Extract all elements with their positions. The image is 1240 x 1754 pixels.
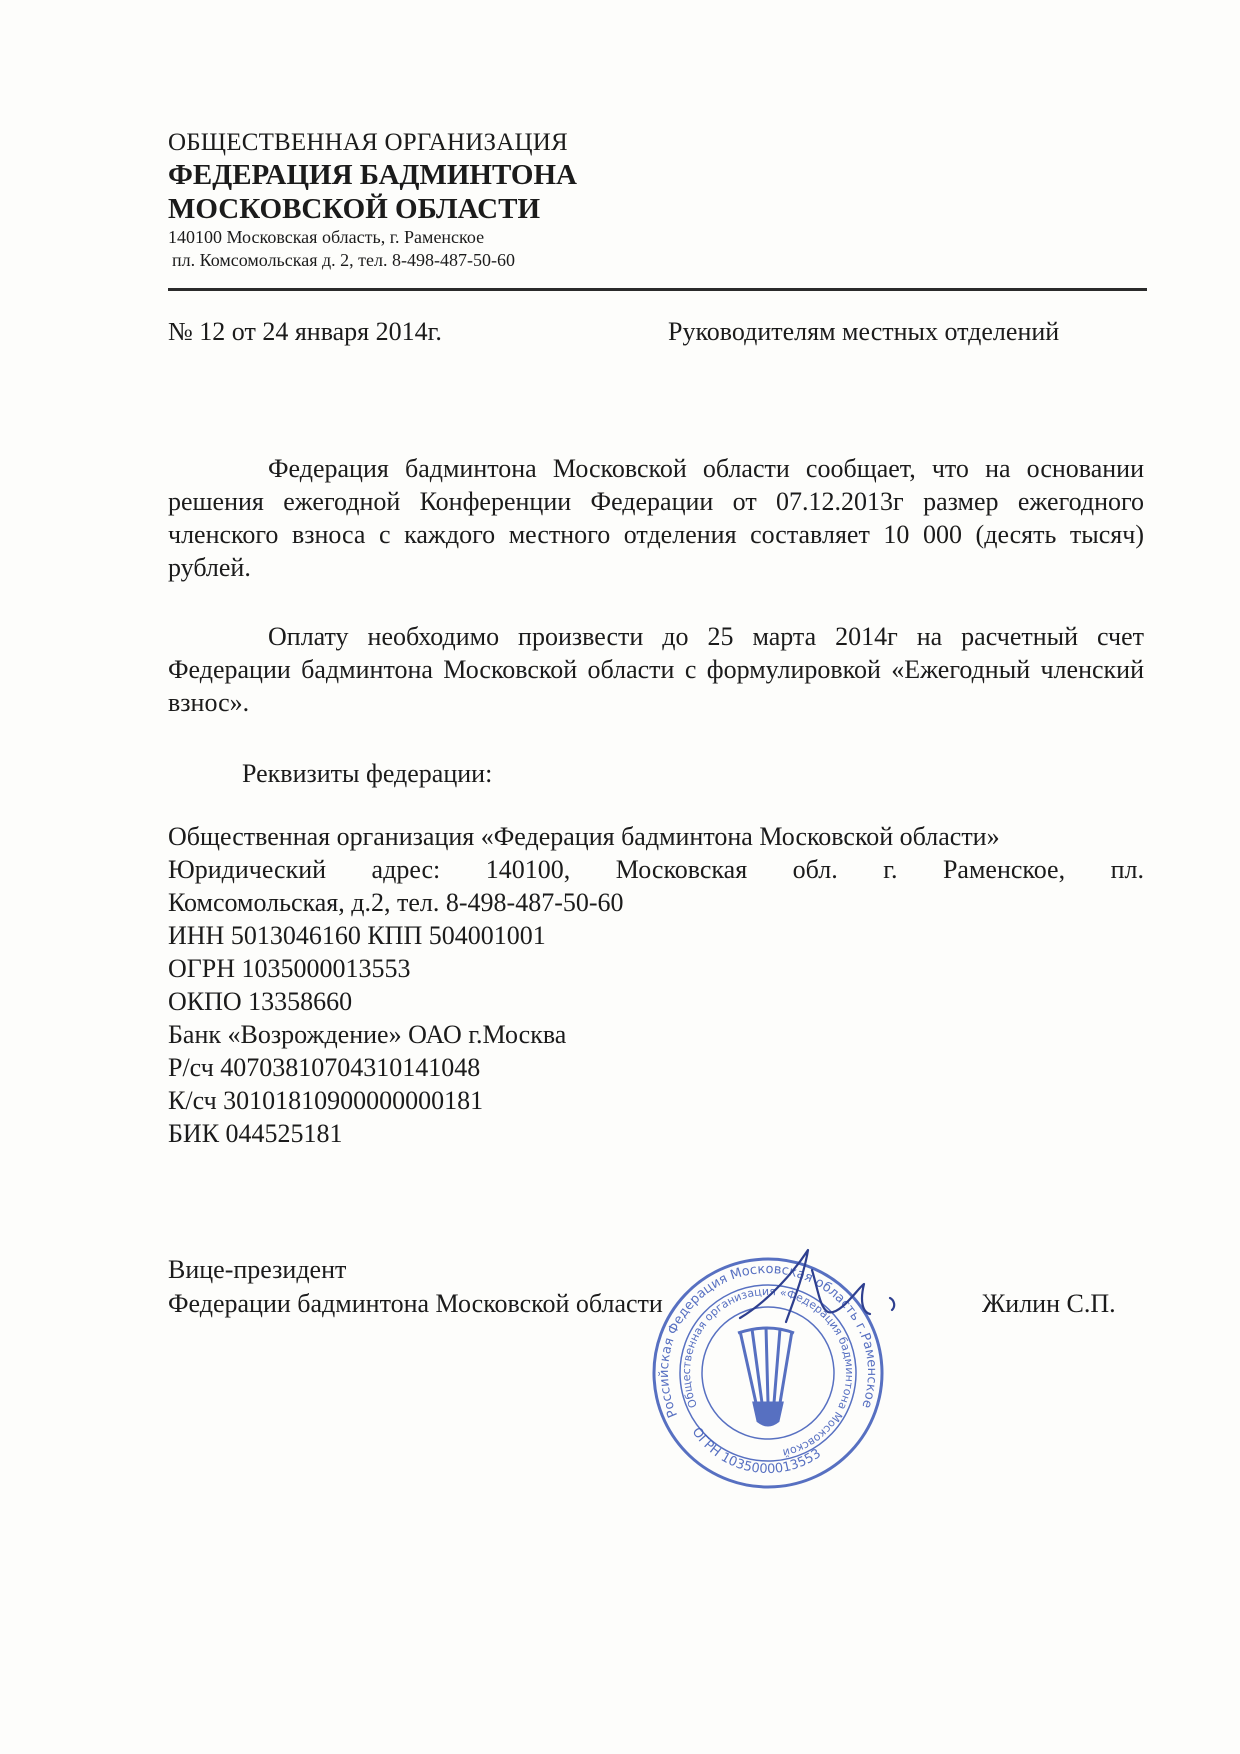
org-name-line1: ФЕДЕРАЦИЯ БАДМИНТОНА	[168, 159, 577, 191]
requisites-block	[168, 820, 1144, 1150]
requisites-bank: Банк «Возрождение» ОАО г.Москва	[168, 1020, 567, 1049]
requisites-org: Общественная организация «Федерация бадминтона Московской области»	[168, 822, 1000, 851]
org-address-line2: пл. Комсомольская д. 2, тел. 8-498-487-50-60	[172, 250, 515, 270]
addressee: Руководителям местных отделений	[668, 317, 1060, 346]
signatory-name: Жилин С.П.	[982, 1289, 1116, 1318]
stamp-inner-text: Общественная организация «Федерация бадминтона Московской	[679, 1284, 857, 1460]
org-name-line2: МОСКОВСКОЙ ОБЛАСТИ	[168, 193, 541, 225]
signatory-title-2: Федерации бадминтона Московской области	[168, 1289, 663, 1318]
requisites-legal-address-2: Комсомольская, д.2, тел. 8-498-487-50-60	[168, 888, 624, 917]
signatory-title-1: Вице-президент	[168, 1255, 347, 1284]
requisites-legal-address-1: Юридический адрес: 140100, Московская обл. г. Раменское, пл.	[168, 855, 1144, 884]
letterhead-divider	[168, 288, 1147, 291]
requisites-okpo: ОКПО 13358660	[168, 987, 353, 1016]
requisites-corr-account: К/сч 30101810900000000181	[168, 1086, 484, 1115]
handwritten-signature	[700, 1240, 940, 1330]
org-type: ОБЩЕСТВЕННАЯ ОРГАНИЗАЦИЯ	[168, 129, 568, 156]
stamp-outer-text: Российская Федерация Московская область г.Раменское	[656, 1261, 880, 1420]
letterhead	[168, 128, 1148, 272]
requisites-account: Р/сч 40703810704310141048	[168, 1053, 481, 1082]
requisites-ogrn: ОГРН 1035000013553	[168, 954, 411, 983]
requisites-inn-kpp: ИНН 5013046160 КПП 504001001	[168, 921, 546, 950]
stamp-bottom-text: ОГРН 1035000013553	[688, 1424, 824, 1478]
org-address-line1: 140100 Московская область, г. Раменское	[168, 227, 485, 247]
body-paragraph-1: Федерация бадминтона Московской области сообщает, что на основании решения ежегодной Конференции Федерации от 07.12.2013г размер ежегодного членского взноса с каждого местного отделения составляет 10 000 (десять тысяч) рублей.	[168, 454, 1144, 582]
reference-number: № 12 от 24 января 2014г.	[168, 317, 442, 346]
requisites-bik: БИК 044525181	[168, 1119, 343, 1148]
requisites-title: Реквизиты федерации:	[242, 759, 493, 788]
shuttlecock-icon	[738, 1327, 794, 1425]
body-paragraph-2: Оплату необходимо произвести до 25 марта 2014г на расчетный счет Федерации бадминтона Московской области с формулировкой «Ежегодный членский взнос».	[168, 622, 1144, 717]
